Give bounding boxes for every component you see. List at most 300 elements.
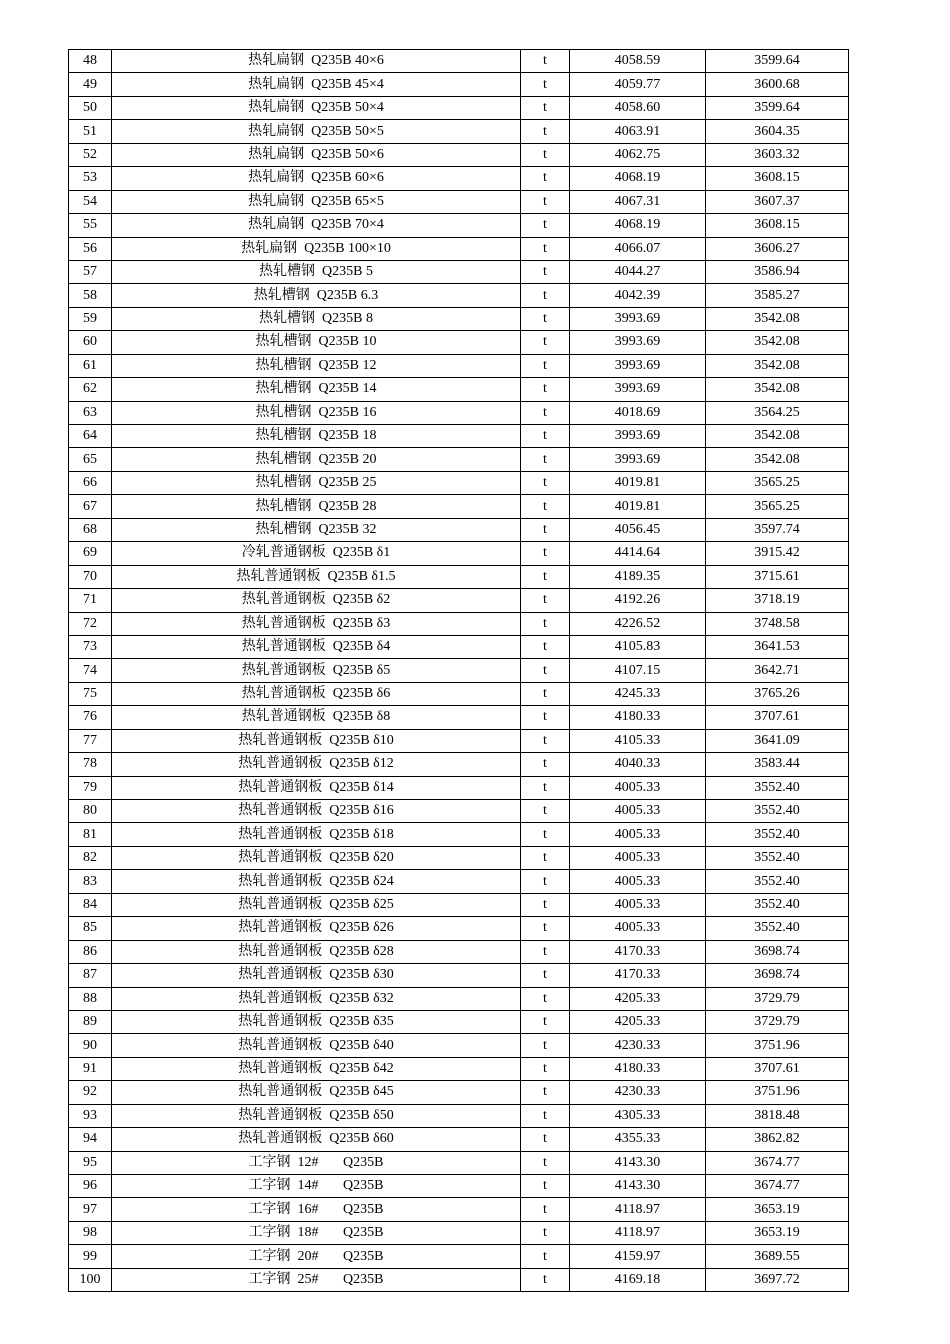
price-tax-included-cell: 4170.33 <box>570 940 706 963</box>
price-tax-included-cell: 4107.15 <box>570 659 706 682</box>
table-row <box>69 354 849 377</box>
row-number-cell: 100 <box>69 1268 112 1291</box>
unit-cell: t <box>521 659 570 682</box>
table-row <box>69 964 849 987</box>
unit-cell: t <box>521 753 570 776</box>
table-row <box>69 120 849 143</box>
price-tax-included-cell: 4118.97 <box>570 1221 706 1244</box>
price-tax-excluded-cell: 3718.19 <box>706 589 849 612</box>
price-tax-included-cell: 4245.33 <box>570 682 706 705</box>
row-number-cell: 56 <box>69 237 112 260</box>
unit-cell: t <box>521 940 570 963</box>
unit-cell: t <box>521 964 570 987</box>
price-tax-excluded-cell: 3552.40 <box>706 870 849 893</box>
price-tax-excluded-cell: 3585.27 <box>706 284 849 307</box>
price-tax-excluded-cell: 3608.15 <box>706 167 849 190</box>
material-name-cell: 热轧槽钢 Q235B 5 <box>112 260 521 283</box>
price-tax-included-cell: 4355.33 <box>570 1128 706 1151</box>
table-row <box>69 73 849 96</box>
row-number-cell: 63 <box>69 401 112 424</box>
price-tax-included-cell: 3993.69 <box>570 378 706 401</box>
material-name-cell: 热轧扁钢 Q235B 45×4 <box>112 73 521 96</box>
unit-cell: t <box>521 378 570 401</box>
table-row <box>69 846 849 869</box>
price-tax-included-cell: 4159.97 <box>570 1245 706 1268</box>
price-tax-excluded-cell: 3565.25 <box>706 495 849 518</box>
row-number-cell: 57 <box>69 260 112 283</box>
unit-cell: t <box>521 823 570 846</box>
material-name-cell: 热轧普通钢板 Q235B δ45 <box>112 1081 521 1104</box>
material-name-cell: 热轧扁钢 Q235B 60×6 <box>112 167 521 190</box>
price-tax-excluded-cell: 3642.71 <box>706 659 849 682</box>
row-number-cell: 72 <box>69 612 112 635</box>
row-number-cell: 89 <box>69 1010 112 1033</box>
unit-cell: t <box>521 237 570 260</box>
table-row <box>69 471 849 494</box>
row-number-cell: 79 <box>69 776 112 799</box>
material-name-cell: 热轧普通钢板 Q235B δ8 <box>112 706 521 729</box>
price-tax-excluded-cell: 3599.64 <box>706 96 849 119</box>
row-number-cell: 81 <box>69 823 112 846</box>
row-number-cell: 91 <box>69 1057 112 1080</box>
price-tax-excluded-cell: 3729.79 <box>706 1010 849 1033</box>
material-name-cell: 热轧普通钢板 Q235B δ2 <box>112 589 521 612</box>
unit-cell: t <box>521 987 570 1010</box>
price-tax-excluded-cell: 3606.27 <box>706 237 849 260</box>
unit-cell: t <box>521 1081 570 1104</box>
row-number-cell: 77 <box>69 729 112 752</box>
row-number-cell: 87 <box>69 964 112 987</box>
unit-cell: t <box>521 800 570 823</box>
table-row <box>69 659 849 682</box>
material-name-cell: 热轧槽钢 Q235B 28 <box>112 495 521 518</box>
table-row <box>69 1175 849 1198</box>
unit-cell: t <box>521 1151 570 1174</box>
price-tax-included-cell: 4018.69 <box>570 401 706 424</box>
row-number-cell: 74 <box>69 659 112 682</box>
unit-cell: t <box>521 495 570 518</box>
material-name-cell: 工字钢 12# Q235B <box>112 1151 521 1174</box>
material-name-cell: 热轧扁钢 Q235B 50×4 <box>112 96 521 119</box>
table-row <box>69 260 849 283</box>
material-name-cell: 热轧普通钢板 Q235B δ25 <box>112 893 521 916</box>
table-row <box>69 753 849 776</box>
price-tax-excluded-cell: 3715.61 <box>706 565 849 588</box>
row-number-cell: 82 <box>69 846 112 869</box>
table-row <box>69 401 849 424</box>
table-row <box>69 823 849 846</box>
price-tax-included-cell: 4044.27 <box>570 260 706 283</box>
material-name-cell: 热轧普通钢板 Q235B δ30 <box>112 964 521 987</box>
table-row <box>69 167 849 190</box>
unit-cell: t <box>521 682 570 705</box>
material-name-cell: 热轧槽钢 Q235B 20 <box>112 448 521 471</box>
price-tax-excluded-cell: 3818.48 <box>706 1104 849 1127</box>
unit-cell: t <box>521 1198 570 1221</box>
material-name-cell: 热轧普通钢板 Q235B δ16 <box>112 800 521 823</box>
unit-cell: t <box>521 565 570 588</box>
table-body <box>69 50 849 1292</box>
table-row <box>69 1151 849 1174</box>
unit-cell: t <box>521 1245 570 1268</box>
price-tax-included-cell: 4205.33 <box>570 1010 706 1033</box>
material-name-cell: 热轧普通钢板 Q235B δ35 <box>112 1010 521 1033</box>
price-tax-included-cell: 4230.33 <box>570 1081 706 1104</box>
row-number-cell: 97 <box>69 1198 112 1221</box>
price-tax-included-cell: 4063.91 <box>570 120 706 143</box>
unit-cell: t <box>521 471 570 494</box>
material-name-cell: 热轧普通钢板 Q235B δ1.5 <box>112 565 521 588</box>
price-tax-included-cell: 4019.81 <box>570 471 706 494</box>
price-tax-included-cell: 4058.59 <box>570 50 706 73</box>
table-row <box>69 1057 849 1080</box>
price-tax-included-cell: 4205.33 <box>570 987 706 1010</box>
unit-cell: t <box>521 214 570 237</box>
row-number-cell: 93 <box>69 1104 112 1127</box>
row-number-cell: 66 <box>69 471 112 494</box>
material-name-cell: 工字钢 20# Q235B <box>112 1245 521 1268</box>
row-number-cell: 58 <box>69 284 112 307</box>
price-tax-excluded-cell: 3552.40 <box>706 800 849 823</box>
unit-cell: t <box>521 846 570 869</box>
row-number-cell: 55 <box>69 214 112 237</box>
table-row <box>69 565 849 588</box>
table-row <box>69 1198 849 1221</box>
material-name-cell: 热轧扁钢 Q235B 100×10 <box>112 237 521 260</box>
row-number-cell: 54 <box>69 190 112 213</box>
price-tax-excluded-cell: 3583.44 <box>706 753 849 776</box>
unit-cell: t <box>521 612 570 635</box>
price-tax-excluded-cell: 3674.77 <box>706 1175 849 1198</box>
table-row <box>69 776 849 799</box>
table-row <box>69 542 849 565</box>
row-number-cell: 69 <box>69 542 112 565</box>
price-sheet <box>68 49 849 1292</box>
price-tax-included-cell: 4005.33 <box>570 823 706 846</box>
material-name-cell: 热轧槽钢 Q235B 18 <box>112 425 521 448</box>
price-tax-excluded-cell: 3698.74 <box>706 940 849 963</box>
price-table <box>68 49 849 1292</box>
price-tax-included-cell: 4005.33 <box>570 870 706 893</box>
row-number-cell: 60 <box>69 331 112 354</box>
row-number-cell: 95 <box>69 1151 112 1174</box>
price-tax-excluded-cell: 3542.08 <box>706 331 849 354</box>
table-row <box>69 307 849 330</box>
material-name-cell: 热轧扁钢 Q235B 65×5 <box>112 190 521 213</box>
price-tax-included-cell: 4143.30 <box>570 1175 706 1198</box>
row-number-cell: 96 <box>69 1175 112 1198</box>
price-tax-included-cell: 3993.69 <box>570 448 706 471</box>
price-tax-excluded-cell: 3729.79 <box>706 987 849 1010</box>
table-row <box>69 237 849 260</box>
price-tax-excluded-cell: 3607.37 <box>706 190 849 213</box>
material-name-cell: 热轧槽钢 Q235B 16 <box>112 401 521 424</box>
unit-cell: t <box>521 143 570 166</box>
price-tax-included-cell: 4040.33 <box>570 753 706 776</box>
unit-cell: t <box>521 331 570 354</box>
unit-cell: t <box>521 917 570 940</box>
table-row <box>69 635 849 658</box>
row-number-cell: 50 <box>69 96 112 119</box>
material-name-cell: 热轧槽钢 Q235B 12 <box>112 354 521 377</box>
row-number-cell: 84 <box>69 893 112 916</box>
unit-cell: t <box>521 260 570 283</box>
price-tax-excluded-cell: 3542.08 <box>706 307 849 330</box>
row-number-cell: 48 <box>69 50 112 73</box>
table-row <box>69 448 849 471</box>
price-tax-included-cell: 4305.33 <box>570 1104 706 1127</box>
unit-cell: t <box>521 542 570 565</box>
material-name-cell: 热轧普通钢板 Q235B δ5 <box>112 659 521 682</box>
price-tax-included-cell: 4105.83 <box>570 635 706 658</box>
price-tax-included-cell: 4062.75 <box>570 143 706 166</box>
price-tax-included-cell: 4143.30 <box>570 1151 706 1174</box>
table-row <box>69 425 849 448</box>
material-name-cell: 热轧槽钢 Q235B 32 <box>112 518 521 541</box>
row-number-cell: 62 <box>69 378 112 401</box>
unit-cell: t <box>521 425 570 448</box>
material-name-cell: 热轧扁钢 Q235B 70×4 <box>112 214 521 237</box>
table-row <box>69 800 849 823</box>
price-tax-excluded-cell: 3552.40 <box>706 776 849 799</box>
material-name-cell: 热轧普通钢板 Q235B δ4 <box>112 635 521 658</box>
unit-cell: t <box>521 448 570 471</box>
price-tax-excluded-cell: 3653.19 <box>706 1221 849 1244</box>
unit-cell: t <box>521 1034 570 1057</box>
material-name-cell: 热轧普通钢板 Q235B δ32 <box>112 987 521 1010</box>
material-name-cell: 热轧普通钢板 Q235B δ20 <box>112 846 521 869</box>
unit-cell: t <box>521 1268 570 1291</box>
row-number-cell: 52 <box>69 143 112 166</box>
unit-cell: t <box>521 120 570 143</box>
unit-cell: t <box>521 1128 570 1151</box>
price-tax-included-cell: 4180.33 <box>570 1057 706 1080</box>
table-row <box>69 1034 849 1057</box>
material-name-cell: 热轧扁钢 Q235B 40×6 <box>112 50 521 73</box>
row-number-cell: 75 <box>69 682 112 705</box>
price-tax-excluded-cell: 3542.08 <box>706 448 849 471</box>
table-row <box>69 1010 849 1033</box>
material-name-cell: 热轧槽钢 Q235B 25 <box>112 471 521 494</box>
material-name-cell: 热轧普通钢板 Q235B δ40 <box>112 1034 521 1057</box>
row-number-cell: 65 <box>69 448 112 471</box>
unit-cell: t <box>521 706 570 729</box>
material-name-cell: 热轧普通钢板 Q235B δ50 <box>112 1104 521 1127</box>
price-tax-included-cell: 4118.97 <box>570 1198 706 1221</box>
row-number-cell: 78 <box>69 753 112 776</box>
price-tax-included-cell: 4414.64 <box>570 542 706 565</box>
material-name-cell: 热轧槽钢 Q235B 6.3 <box>112 284 521 307</box>
unit-cell: t <box>521 50 570 73</box>
material-name-cell: 热轧普通钢板 Q235B δ3 <box>112 612 521 635</box>
price-tax-included-cell: 4058.60 <box>570 96 706 119</box>
row-number-cell: 80 <box>69 800 112 823</box>
price-tax-included-cell: 4005.33 <box>570 917 706 940</box>
row-number-cell: 70 <box>69 565 112 588</box>
material-name-cell: 热轧槽钢 Q235B 10 <box>112 331 521 354</box>
price-tax-excluded-cell: 3915.42 <box>706 542 849 565</box>
unit-cell: t <box>521 167 570 190</box>
table-row <box>69 1221 849 1244</box>
table-row <box>69 214 849 237</box>
price-tax-included-cell: 4059.77 <box>570 73 706 96</box>
table-row <box>69 1245 849 1268</box>
price-tax-included-cell: 4005.33 <box>570 846 706 869</box>
material-name-cell: 热轧普通钢板 Q235B δ14 <box>112 776 521 799</box>
unit-cell: t <box>521 190 570 213</box>
material-name-cell: 工字钢 16# Q235B <box>112 1198 521 1221</box>
unit-cell: t <box>521 893 570 916</box>
table-row <box>69 612 849 635</box>
material-name-cell: 热轧普通钢板 Q235B δ60 <box>112 1128 521 1151</box>
material-name-cell: 工字钢 14# Q235B <box>112 1175 521 1198</box>
table-row <box>69 917 849 940</box>
price-tax-included-cell: 4068.19 <box>570 214 706 237</box>
price-tax-included-cell: 4105.33 <box>570 729 706 752</box>
row-number-cell: 88 <box>69 987 112 1010</box>
table-row <box>69 96 849 119</box>
price-tax-excluded-cell: 3674.77 <box>706 1151 849 1174</box>
price-tax-included-cell: 4180.33 <box>570 706 706 729</box>
material-name-cell: 热轧槽钢 Q235B 14 <box>112 378 521 401</box>
row-number-cell: 99 <box>69 1245 112 1268</box>
price-tax-included-cell: 3993.69 <box>570 425 706 448</box>
price-tax-included-cell: 4226.52 <box>570 612 706 635</box>
unit-cell: t <box>521 1104 570 1127</box>
price-tax-excluded-cell: 3698.74 <box>706 964 849 987</box>
row-number-cell: 51 <box>69 120 112 143</box>
row-number-cell: 98 <box>69 1221 112 1244</box>
material-name-cell: 热轧扁钢 Q235B 50×5 <box>112 120 521 143</box>
unit-cell: t <box>521 401 570 424</box>
row-number-cell: 94 <box>69 1128 112 1151</box>
table-row <box>69 940 849 963</box>
price-tax-excluded-cell: 3765.26 <box>706 682 849 705</box>
material-name-cell: 热轧普通钢板 Q235B δ10 <box>112 729 521 752</box>
table-row <box>69 50 849 73</box>
price-tax-excluded-cell: 3608.15 <box>706 214 849 237</box>
material-name-cell: 热轧普通钢板 Q235B δ6 <box>112 682 521 705</box>
price-tax-included-cell: 4068.19 <box>570 167 706 190</box>
table-row <box>69 893 849 916</box>
unit-cell: t <box>521 518 570 541</box>
unit-cell: t <box>521 73 570 96</box>
table-row <box>69 589 849 612</box>
unit-cell: t <box>521 776 570 799</box>
price-tax-excluded-cell: 3599.64 <box>706 50 849 73</box>
table-row <box>69 1081 849 1104</box>
price-tax-excluded-cell: 3552.40 <box>706 846 849 869</box>
table-row <box>69 284 849 307</box>
material-name-cell: 热轧普通钢板 Q235B δ28 <box>112 940 521 963</box>
unit-cell: t <box>521 635 570 658</box>
material-name-cell: 热轧普通钢板 Q235B δ12 <box>112 753 521 776</box>
unit-cell: t <box>521 284 570 307</box>
row-number-cell: 71 <box>69 589 112 612</box>
table-row <box>69 729 849 752</box>
row-number-cell: 85 <box>69 917 112 940</box>
price-tax-excluded-cell: 3600.68 <box>706 73 849 96</box>
price-tax-excluded-cell: 3641.09 <box>706 729 849 752</box>
price-tax-excluded-cell: 3689.55 <box>706 1245 849 1268</box>
price-tax-included-cell: 3993.69 <box>570 331 706 354</box>
material-name-cell: 热轧普通钢板 Q235B δ24 <box>112 870 521 893</box>
price-tax-included-cell: 4005.33 <box>570 776 706 799</box>
price-tax-included-cell: 4192.26 <box>570 589 706 612</box>
unit-cell: t <box>521 729 570 752</box>
material-name-cell: 工字钢 18# Q235B <box>112 1221 521 1244</box>
row-number-cell: 86 <box>69 940 112 963</box>
row-number-cell: 49 <box>69 73 112 96</box>
row-number-cell: 61 <box>69 354 112 377</box>
unit-cell: t <box>521 1010 570 1033</box>
material-name-cell: 热轧扁钢 Q235B 50×6 <box>112 143 521 166</box>
price-tax-excluded-cell: 3542.08 <box>706 354 849 377</box>
table-row <box>69 706 849 729</box>
price-tax-included-cell: 3993.69 <box>570 307 706 330</box>
unit-cell: t <box>521 870 570 893</box>
table-row <box>69 495 849 518</box>
unit-cell: t <box>521 96 570 119</box>
price-tax-included-cell: 4066.07 <box>570 237 706 260</box>
unit-cell: t <box>521 589 570 612</box>
price-tax-excluded-cell: 3751.96 <box>706 1034 849 1057</box>
price-tax-excluded-cell: 3751.96 <box>706 1081 849 1104</box>
price-tax-excluded-cell: 3653.19 <box>706 1198 849 1221</box>
row-number-cell: 90 <box>69 1034 112 1057</box>
unit-cell: t <box>521 1057 570 1080</box>
unit-cell: t <box>521 1175 570 1198</box>
price-tax-included-cell: 4005.33 <box>570 893 706 916</box>
table-row <box>69 987 849 1010</box>
price-tax-included-cell: 4170.33 <box>570 964 706 987</box>
table-row <box>69 870 849 893</box>
price-tax-excluded-cell: 3641.53 <box>706 635 849 658</box>
price-tax-included-cell: 4042.39 <box>570 284 706 307</box>
price-tax-excluded-cell: 3603.32 <box>706 143 849 166</box>
price-tax-excluded-cell: 3597.74 <box>706 518 849 541</box>
price-tax-excluded-cell: 3697.72 <box>706 1268 849 1291</box>
material-name-cell: 冷轧普通钢板 Q235B δ1 <box>112 542 521 565</box>
material-name-cell: 热轧普通钢板 Q235B δ42 <box>112 1057 521 1080</box>
price-tax-excluded-cell: 3707.61 <box>706 1057 849 1080</box>
row-number-cell: 68 <box>69 518 112 541</box>
material-name-cell: 热轧槽钢 Q235B 8 <box>112 307 521 330</box>
row-number-cell: 67 <box>69 495 112 518</box>
price-tax-excluded-cell: 3564.25 <box>706 401 849 424</box>
unit-cell: t <box>521 354 570 377</box>
price-tax-excluded-cell: 3862.82 <box>706 1128 849 1151</box>
price-tax-excluded-cell: 3565.25 <box>706 471 849 494</box>
row-number-cell: 83 <box>69 870 112 893</box>
table-row <box>69 1104 849 1127</box>
price-tax-excluded-cell: 3552.40 <box>706 917 849 940</box>
price-tax-included-cell: 4189.35 <box>570 565 706 588</box>
unit-cell: t <box>521 307 570 330</box>
row-number-cell: 59 <box>69 307 112 330</box>
price-tax-included-cell: 3993.69 <box>570 354 706 377</box>
price-tax-included-cell: 4230.33 <box>570 1034 706 1057</box>
table-row <box>69 378 849 401</box>
table-row <box>69 1268 849 1291</box>
material-name-cell: 工字钢 25# Q235B <box>112 1268 521 1291</box>
price-tax-excluded-cell: 3542.08 <box>706 425 849 448</box>
price-tax-excluded-cell: 3552.40 <box>706 893 849 916</box>
price-tax-included-cell: 4056.45 <box>570 518 706 541</box>
price-tax-excluded-cell: 3542.08 <box>706 378 849 401</box>
price-tax-excluded-cell: 3604.35 <box>706 120 849 143</box>
price-tax-excluded-cell: 3707.61 <box>706 706 849 729</box>
